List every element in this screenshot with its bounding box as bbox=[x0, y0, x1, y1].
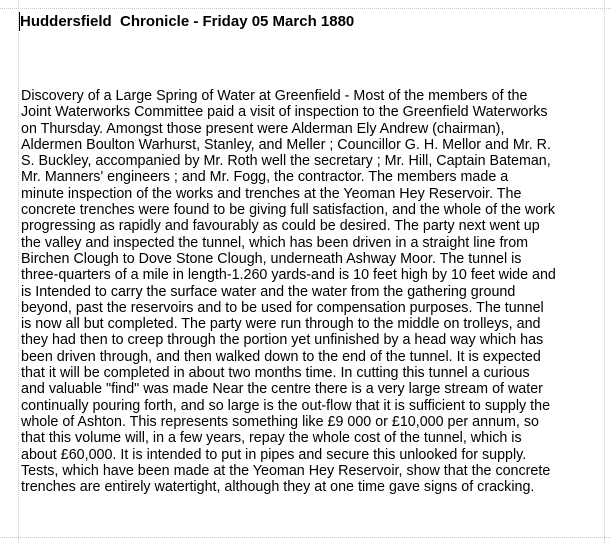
body-line: about £60,000. It is intended to put in pipes and secure this unlooked for supply. bbox=[21, 446, 527, 463]
bottom-margin-guide bbox=[0, 537, 611, 538]
body-line: is now all but completed. The party were run through to the middle on trolleys, and bbox=[21, 316, 541, 333]
right-margin-guide bbox=[604, 0, 605, 543]
body-line: Mr. Manners' engineers ; and Mr. Fogg, the contractor. The members made a bbox=[21, 169, 509, 186]
body-line: minute inspection of the works and trenches at the Yeoman Hey Reservoir. The bbox=[21, 185, 522, 202]
body-line: that this volume will, in a few years, repay the whole cost of the tunnel, which is bbox=[21, 430, 522, 447]
body-line: trenches are entirely watertight, although they at one time gave signs of cracking. bbox=[21, 479, 535, 496]
body-line: beyond, past the reservoirs and to be used for compensation purposes. The tunnel bbox=[21, 299, 544, 316]
body-line: they had then to creep through the portion yet unfinished by a head way which has bbox=[21, 332, 544, 349]
body-line: concrete trenches were found to be giving full satisfaction, and the whole of the work bbox=[21, 202, 556, 219]
body-line: continually pouring forth, and so large is the out-flow that it is sufficient to supply the bbox=[21, 397, 551, 414]
body-line: that it will be completed in about two months time. In cutting this tunnel a curious bbox=[21, 365, 530, 382]
body-line: whole of Ashton. This represents something like £9 000 or £10,000 per annum, so bbox=[21, 413, 539, 430]
body-line: on Thursday. Amongst those present were Alderman Ely Andrew (chairman), bbox=[21, 120, 505, 137]
body-line: Aldermen Boulton Warhurst, Stanley, and Meller ; Councillor G. H. Mellor and Mr. R. bbox=[21, 136, 551, 153]
article-body[interactable] bbox=[21, 88, 556, 495]
left-margin-guide bbox=[18, 0, 19, 543]
body-line: Birchen Clough to Dove Stone Clough, underneath Ashway Moor. The tunnel is bbox=[21, 250, 522, 267]
body-line: S. Buckley, accompanied by Mr. Roth well the secretary ; Mr. Hill, Captain Bateman, bbox=[21, 153, 551, 170]
body-line: been driven through, and then walked down to the end of the tunnel. It is expected bbox=[21, 348, 541, 365]
body-line: is Intended to carry the surface water and the water from the gathering ground bbox=[21, 283, 516, 300]
body-line: Discovery of a Large Spring of Water at Greenfield - Most of the members of the bbox=[21, 88, 528, 104]
body-line: progressing as rapidly and favourably as could be desired. The party next went up bbox=[21, 218, 540, 235]
top-margin-guide bbox=[0, 8, 611, 9]
document-title[interactable]: Huddersfield Chronicle - Friday 05 March 1880 bbox=[20, 13, 355, 30]
body-line: the valley and inspected the tunnel, which has been driven in a straight line from bbox=[21, 234, 529, 251]
body-line: and valuable "find" was made Near the centre there is a very large stream of water bbox=[21, 381, 543, 398]
body-line: Tests, which have been made at the Yeoman Hey Reservoir, show that the concrete bbox=[21, 462, 551, 479]
body-line: Joint Waterworks Committee paid a visit of inspection to the Greenfield Waterworks bbox=[21, 104, 548, 121]
body-line: three-quarters of a mile in length-1.260 yards-and is 10 feet high by 10 feet wide and bbox=[21, 267, 556, 284]
